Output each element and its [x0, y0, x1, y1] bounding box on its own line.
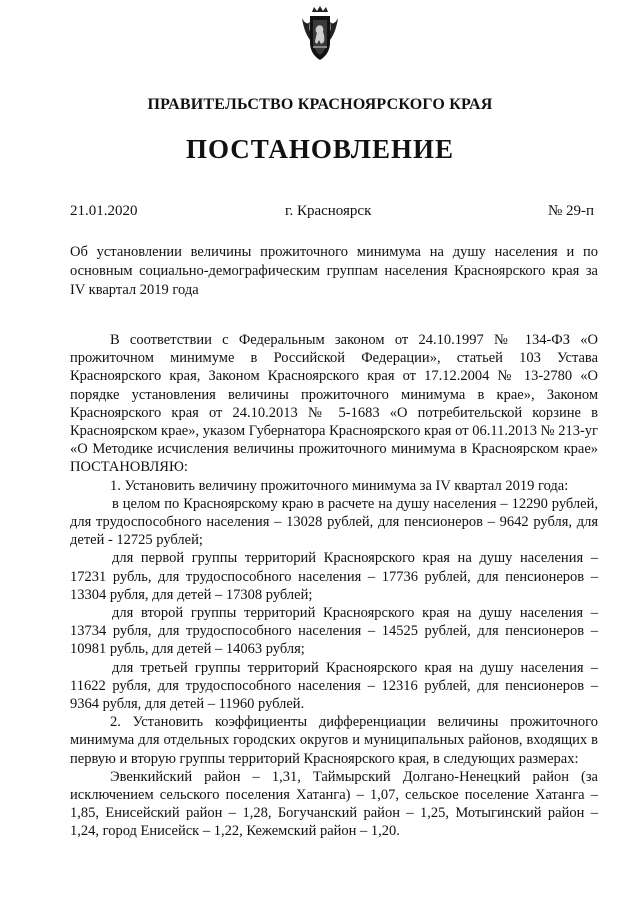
document-body — [70, 331, 598, 841]
document-date: 21.01.2020 — [70, 203, 138, 219]
preamble-paragraph: В соответствии с Федеральным законом от 24.10.1997 № 134-ФЗ «О прожиточном минимуме в Российской Федерации», статьей 103 Устава Красноярского края, Законом Красноярского края от 17.12.2004 № 13-2780 «О порядке установления величины прожиточного минимума в крае», Законом Красноярского края от 24.10.2013 № 5-1683 «О потребительской корзине в Красноярском крае», указом Губернатора Красноярского края от 06.11.2013 № 213-уг «О Методике исчисления величины прожиточного минимума в Красноярском крае» ПОСТАНОВЛЯЮ: — [70, 332, 598, 476]
clause-2-intro: 2. Установить коэффициенты дифференциации величины прожиточного минимума для отдельных городских округов и муниципальных районов, входящих в первую и вторую группы территорий Красноярского края, в следующих размерах: — [70, 714, 598, 767]
document-subject: Об установлении величины прожиточного минимума на душу населения и по основным социально-демографическим группам населения Красноярского края за IV квартал 2019 года — [70, 244, 598, 298]
coat-of-arms-emblem — [300, 6, 340, 62]
clause-1-group-2: для второй группы территорий Красноярского края на душу населения – 13734 рубля, для трудоспособного населения – 14525 рублей, для пенсионеров – 10981 рубль, для детей – 14063 рубля; — [70, 605, 598, 658]
clause-2-coefficients: Эвенкийский район – 1,31, Таймырский Долгано-Ненецкий район (за исключением сельского поселения Хатанга) – 1,07, сельское поселение Хатанга – 1,85, Енисейский район – 1,28, Богучанский район – 1,25, Мотыгинский район – 1,24, город Енисейск – 1,22, Кежемский район – 1,20. — [70, 768, 598, 840]
clause-1-group-1: для первой группы территорий Красноярского края на душу населения – 17231 рубль, для трудоспособного населения – 17736 рублей, для пенсионеров – 13304 рубля, для детей – 17308 рублей; — [70, 550, 598, 603]
clause-1-group-3: для третьей группы территорий Красноярского края на душу населения – 11622 рубля, для трудоспособного населения – 12316 рублей, для пенсионеров – 9364 рубля, для детей – 11960 рублей. — [70, 659, 598, 713]
organization-title: ПРАВИТЕЛЬСТВО КРАСНОЯРСКОГО КРАЯ — [147, 96, 493, 113]
clause-1-region-total: в целом по Красноярскому краю в расчете на душу населения – 12290 рублей, для трудоспособного населения – 13028 рублей, для пенсионеров – 9642 рубля, для детей - 12725 рублей; — [70, 495, 598, 549]
clause-1-intro: 1. Установить величину прожиточного минимума за IV квартал 2019 года: — [110, 477, 569, 494]
document-type-title: ПОСТАНОВЛЕНИЕ — [185, 134, 455, 164]
document-city: г. Красноярск — [285, 203, 372, 219]
document-number: № 29-п — [548, 203, 595, 219]
